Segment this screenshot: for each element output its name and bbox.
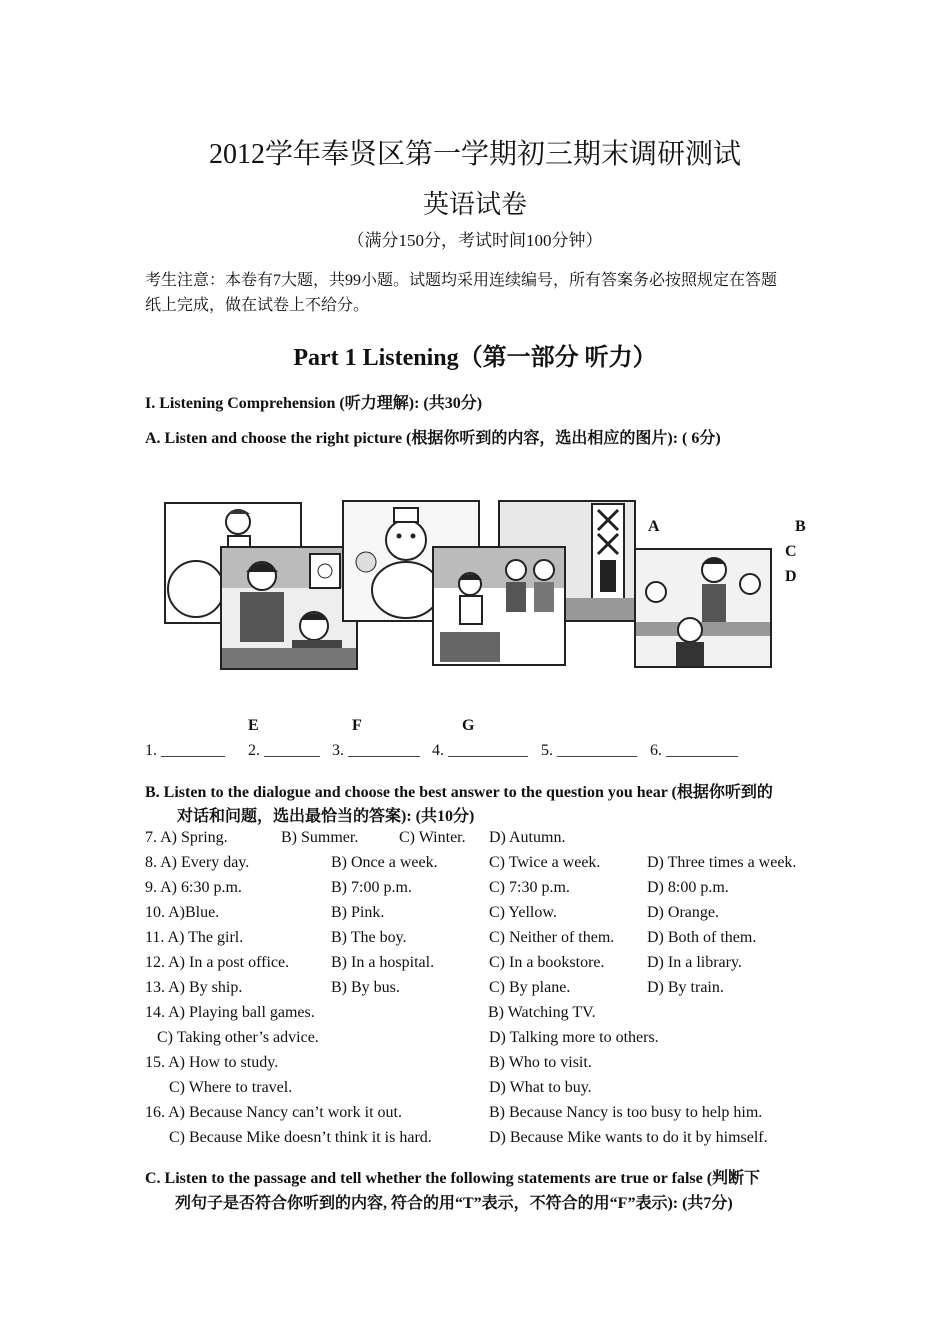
- question-8-option-a: 8. A) Every day.: [145, 854, 250, 871]
- picture-letter-a: A: [648, 518, 660, 535]
- classroom-illustration: [434, 548, 564, 664]
- question-16-option-d: D) Because Mike wants to do it by himself.: [489, 1129, 768, 1146]
- question-7-option-d: D) Autumn.: [489, 829, 566, 846]
- question-9-option-b: B) 7:00 p.m.: [331, 879, 412, 896]
- teacher-illustration: [222, 548, 356, 668]
- question-11-option-a: 11. A) The girl.: [145, 929, 244, 946]
- question-7-option-a: 7. A) Spring.: [145, 829, 228, 846]
- question-13-option-c: C) By plane.: [489, 979, 571, 996]
- picture-teacher-classroom: [634, 548, 772, 668]
- question-10-option-a: 10. A)Blue.: [145, 904, 220, 921]
- section-B-heading-line2: 对话和问题，选出最恰当的答案): (共10分): [177, 808, 475, 825]
- answer-blank-6[interactable]: 6. _________: [650, 742, 738, 759]
- question-8-option-c: C) Twice a week.: [489, 854, 601, 871]
- answer-blank-5[interactable]: 5. __________: [541, 742, 637, 759]
- question-10-option-c: C) Yellow.: [489, 904, 557, 921]
- question-16-option-b: B) Because Nancy is too busy to help him.: [489, 1104, 763, 1121]
- picture-letter-e: E: [248, 717, 259, 734]
- answer-blank-1[interactable]: 1. ________: [145, 742, 225, 759]
- question-14-option-a: 14. A) Playing ball games.: [145, 1004, 315, 1021]
- question-12-option-d: D) In a library.: [647, 954, 742, 971]
- exam-notice: [145, 268, 810, 318]
- part1-title: Part 1 Listening（第一部分 听力）: [293, 345, 657, 371]
- question-10-option-b: B) Pink.: [331, 904, 385, 921]
- question-9-option-d: D) 8:00 p.m.: [647, 879, 729, 896]
- section-C-heading-line1: C. Listen to the passage and tell whether the following statements are true or false (判断下: [145, 1170, 761, 1187]
- answer-blank-4[interactable]: 4. __________: [432, 742, 528, 759]
- question-7-option-b: B) Summer.: [281, 829, 359, 846]
- picture-letter-c: C: [785, 543, 797, 560]
- question-14-option-b: B) Watching TV.: [488, 1004, 596, 1021]
- notice-line-2: 纸上完成，做在试卷上不给分。: [145, 297, 370, 314]
- question-9-option-a: 9. A) 6:30 p.m.: [145, 879, 242, 896]
- question-8-option-d: D) Three times a week.: [647, 854, 797, 871]
- question-10-option-d: D) Orange.: [647, 904, 719, 921]
- score-note: （满分150分，考试时间100分钟）: [347, 231, 603, 250]
- question-15-option-b: B) Who to visit.: [489, 1054, 592, 1071]
- question-11-option-d: D) Both of them.: [647, 929, 757, 946]
- picture-letter-b: B: [795, 518, 806, 535]
- question-14-option-d: D) Talking more to others.: [489, 1029, 659, 1046]
- picture-teacher-boy: [220, 546, 358, 670]
- teacher-class-illustration: [636, 550, 770, 666]
- picture-letter-f: F: [352, 717, 362, 734]
- question-16-option-a: 16. A) Because Nancy can’t work it out.: [145, 1104, 402, 1121]
- exam-title: 2012学年奉贤区第一学期初三期末调研测试: [208, 139, 741, 170]
- notice-line-1: 考生注意：本卷有7大题，共99小题。试题均采用连续编号，所有答案务必按照规定在答题: [145, 272, 778, 289]
- picture-letter-g: G: [462, 717, 475, 734]
- section-B-heading-line1: B. Listen to the dialogue and choose the best answer to the question you hear (根据你听到的: [145, 784, 773, 801]
- question-14-option-c: C) Taking other’s advice.: [157, 1029, 319, 1046]
- question-12-option-b: B) In a hospital.: [331, 954, 435, 971]
- question-12-option-a: 12. A) In a post office.: [145, 954, 290, 971]
- question-9-option-c: C) 7:30 p.m.: [489, 879, 570, 896]
- question-15-option-c: C) Where to travel.: [169, 1079, 293, 1096]
- picture-children-classroom: [432, 546, 566, 666]
- question-15-option-a: 15. A) How to study.: [145, 1054, 279, 1071]
- question-13-option-d: D) By train.: [647, 979, 724, 996]
- section-A-heading: A. Listen and choose the right picture (根据你听到的内容，选出相应的图片): ( 6分): [145, 430, 721, 447]
- question-11-option-b: B) The boy.: [331, 929, 407, 946]
- exam-subtitle: 英语试卷: [422, 190, 527, 219]
- question-7-option-c: C) Winter.: [399, 829, 466, 846]
- question-15-option-d: D) What to buy.: [489, 1079, 592, 1096]
- question-13-option-b: B) By bus.: [331, 979, 400, 996]
- answer-blank-3[interactable]: 3. _________: [332, 742, 420, 759]
- question-16-option-c: C) Because Mike doesn’t think it is hard.: [169, 1129, 432, 1146]
- question-8-option-b: B) Once a week.: [331, 854, 438, 871]
- section-I-heading: I. Listening Comprehension (听力理解): (共30分): [145, 395, 483, 412]
- section-C-heading-line2: 列句子是否符合你听到的内容, 符合的用“T”表示，不符合的用“F”表示): (共7分): [175, 1195, 733, 1212]
- question-13-option-a: 13. A) By ship.: [145, 979, 243, 996]
- answer-blank-2[interactable]: 2. _______: [248, 742, 320, 759]
- question-12-option-c: C) In a bookstore.: [489, 954, 605, 971]
- question-11-option-c: C) Neither of them.: [489, 929, 615, 946]
- picture-letter-d: D: [785, 568, 797, 585]
